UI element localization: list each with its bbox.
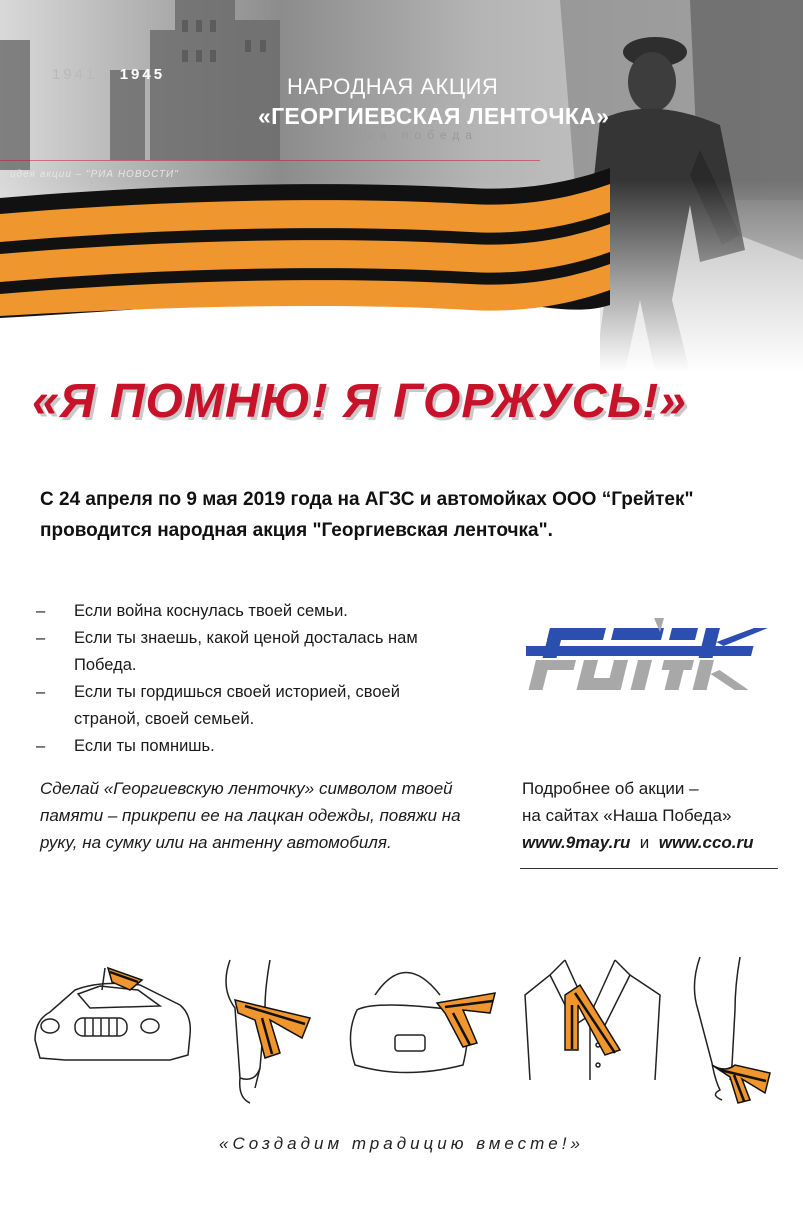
more-info-line1: Подробнее об акции – bbox=[522, 779, 699, 798]
list-item bbox=[36, 598, 456, 625]
list-item-text: Если ты помнишь. bbox=[74, 737, 215, 755]
divider bbox=[520, 868, 778, 869]
sites-line bbox=[522, 829, 780, 856]
list-item bbox=[36, 625, 456, 679]
bullet-dash: – bbox=[36, 683, 46, 701]
years-start: 1941 - bbox=[52, 66, 113, 83]
call-to-action-text: Сделай «Георгиевскую ленточку» символом твоей памяти – прикрепи ее на лацкан одежды, повяжи на руку, на сумку или на антенну автомобиля. bbox=[40, 779, 461, 852]
list-item-text: Если ты гордишься своей историей, своей страной, своей семьей. bbox=[74, 683, 400, 728]
list-item bbox=[36, 733, 456, 760]
header-banner bbox=[0, 0, 803, 372]
banner-illustration bbox=[0, 0, 803, 372]
greitek-logo bbox=[526, 612, 768, 702]
arm-with-ribbon-illustration bbox=[210, 958, 325, 1108]
action-subtitle: наша победа bbox=[339, 128, 478, 142]
list-item-text: Если ты знаешь, какой ценой досталась нам Победа. bbox=[74, 629, 418, 674]
sites-and: и bbox=[639, 833, 650, 852]
slogan-heading: «Я ПОМНЮ! Я ГОРЖУСЬ!» bbox=[32, 375, 687, 428]
list-item bbox=[36, 679, 456, 733]
jacket-lapel-with-ribbon-illustration bbox=[520, 955, 670, 1085]
idea-credit: идея акции – "РИА НОВОСТИ" bbox=[10, 169, 179, 180]
bullet-dash: – bbox=[36, 737, 46, 755]
action-title-line1: НАРОДНАЯ АКЦИЯ bbox=[287, 74, 499, 99]
years-end: 1945 bbox=[119, 66, 166, 83]
wrist-with-ribbon-illustration bbox=[680, 955, 790, 1105]
bullet-dash: – bbox=[36, 629, 46, 647]
list-item-text: Если война коснулась твоей семьи. bbox=[74, 602, 348, 620]
bullet-dash: – bbox=[36, 602, 46, 620]
action-title-line2: «ГЕОРГИЕВСКАЯ ЛЕНТОЧКА» bbox=[258, 103, 610, 129]
intro-paragraph: С 24 апреля по 9 мая 2019 года на АГЗС и автомойках ООО “Грейтек" проводится народная акция "Георгиевская ленточка". bbox=[40, 489, 694, 541]
site-link-9may[interactable]: www.9may.ru bbox=[522, 833, 631, 852]
footer-motto: «Создадим традицию вместе!» bbox=[219, 1134, 584, 1153]
car-with-ribbon-illustration bbox=[30, 960, 195, 1080]
reasons-list bbox=[36, 598, 456, 760]
site-link-cco[interactable]: www.cco.ru bbox=[658, 833, 754, 852]
years-label bbox=[52, 66, 165, 83]
more-info-line2: на сайтах «Наша Победа» bbox=[522, 806, 732, 825]
handbag-with-ribbon-illustration bbox=[345, 955, 505, 1085]
more-info-block bbox=[522, 775, 780, 856]
